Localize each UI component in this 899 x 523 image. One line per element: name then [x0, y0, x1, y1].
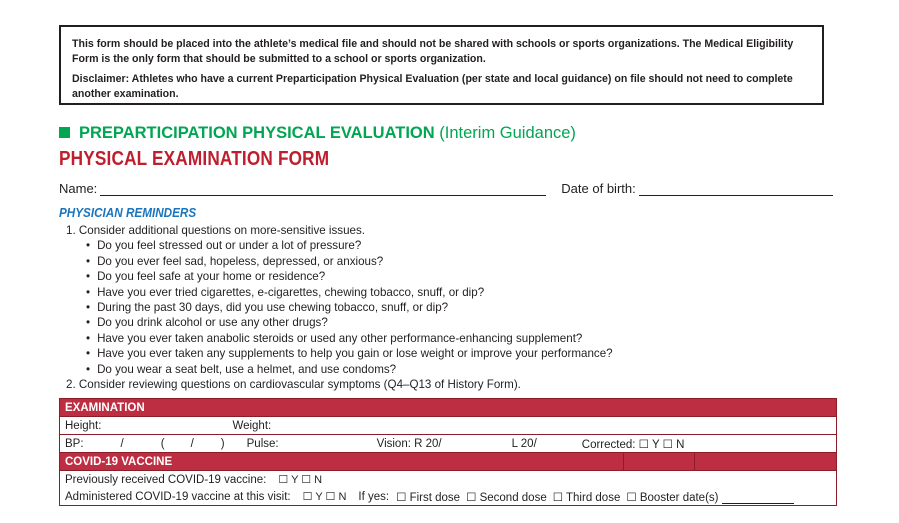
notice-text: This form should be placed into the athlete’s medical file and should not be shared with schools or sports organizations. The Medical Eligibility Form is the only form that should be submitted to a school or sports organization.: [72, 38, 794, 65]
section-title: [59, 124, 576, 143]
bp-label: BP:: [65, 437, 84, 450]
green-square-icon: [59, 127, 70, 138]
first-dose-checkbox[interactable]: ☐ First dose: [396, 491, 461, 504]
examination-heading: EXAMINATION: [60, 399, 837, 417]
vision-right-label: Vision: R 20/: [376, 437, 442, 450]
reminder-bullet: • Do you feel safe at your home or residence?: [66, 269, 613, 284]
section-title-text: PREPARTICIPATION PHYSICAL EVALUATION: [79, 124, 435, 142]
name-field[interactable]: [100, 181, 546, 196]
weight-label: Weight:: [232, 419, 272, 432]
dob-label: Date of birth:: [561, 181, 636, 196]
vision-left-label: L 20/: [511, 437, 537, 450]
reminder-bullet: • Have you ever taken any supplements to help you gain or lose weight or improve your performance?: [66, 346, 613, 361]
previous-vaccine-label: Previously received COVID-19 vaccine:: [65, 473, 267, 486]
bp-slash: /: [190, 437, 194, 450]
reminder-item-1: 1. Consider additional questions on more-sensitive issues.: [66, 224, 366, 237]
booster-checkbox[interactable]: ☐ Booster date(s): [626, 491, 719, 504]
section-subtitle: (Interim Guidance): [439, 124, 576, 142]
covid-previous-row: [60, 471, 837, 489]
dob-field[interactable]: [639, 181, 833, 196]
reminder-bullet: • Do you wear a seat belt, use a helmet, and use condoms?: [66, 362, 613, 377]
bp-slash: /: [120, 437, 124, 450]
if-yes-label: If yes:: [358, 490, 390, 503]
corrected-options[interactable]: Corrected: ☐ Y ☐ N: [581, 438, 685, 451]
form-title: PHYSICAL EXAMINATION FORM: [59, 148, 330, 170]
height-label: Height:: [65, 419, 102, 432]
reminder-bullet: • Do you ever feel sad, hopeless, depressed, or anxious?: [66, 254, 613, 269]
notice-box: [59, 25, 824, 105]
bp-paren-open: (: [160, 437, 165, 450]
reminder-bullet: • Do you drink alcohol or use any other drugs?: [66, 315, 613, 330]
second-dose-checkbox[interactable]: ☐ Second dose: [466, 491, 547, 504]
examination-table: [59, 398, 837, 506]
name-label: Name:: [59, 181, 98, 196]
physician-reminders-heading: PHYSICIAN REMINDERS: [59, 205, 197, 220]
reminder-bullet: • Have you ever tried cigarettes, e-cigarettes, chewing tobacco, snuff, or dip?: [66, 285, 613, 300]
third-dose-checkbox[interactable]: ☐ Third dose: [552, 491, 621, 504]
covid-heading: COVID-19 VACCINE: [60, 453, 624, 471]
reminders-list: [66, 223, 613, 392]
disclaimer-text: Disclaimer: Athletes who have a current Preparticipation Physical Evaluation (per state and local guidance) on file should not need to complete another examination.: [72, 73, 793, 100]
height-weight-row: [60, 417, 837, 435]
administered-vaccine-options[interactable]: ☐ Y ☐ N: [302, 491, 347, 503]
reminder-bullet: • During the past 30 days, did you use chewing tobacco, snuff, or dip?: [66, 300, 613, 315]
pulse-label: Pulse:: [246, 437, 279, 450]
vitals-row: [60, 435, 837, 453]
name-dob-row: [59, 181, 837, 196]
previous-vaccine-options[interactable]: ☐ Y ☐ N: [278, 474, 323, 486]
reminder-item-2: 2. Consider reviewing questions on cardiovascular symptoms (Q4–Q13 of History Form).: [66, 378, 521, 392]
booster-date-field[interactable]: [722, 489, 794, 504]
reminder-bullet: • Have you ever taken anabolic steroids or used any other performance-enhancing supplement?: [66, 331, 613, 346]
administered-vaccine-label: Administered COVID-19 vaccine at this visit:: [65, 490, 291, 503]
examination-header-row: [60, 399, 837, 417]
covid-header-row: [60, 453, 837, 471]
covid-administered-row: [60, 488, 837, 506]
bp-paren-close: ): [220, 437, 225, 450]
reminder-bullet: • Do you feel stressed out or under a lot of pressure?: [66, 238, 613, 253]
